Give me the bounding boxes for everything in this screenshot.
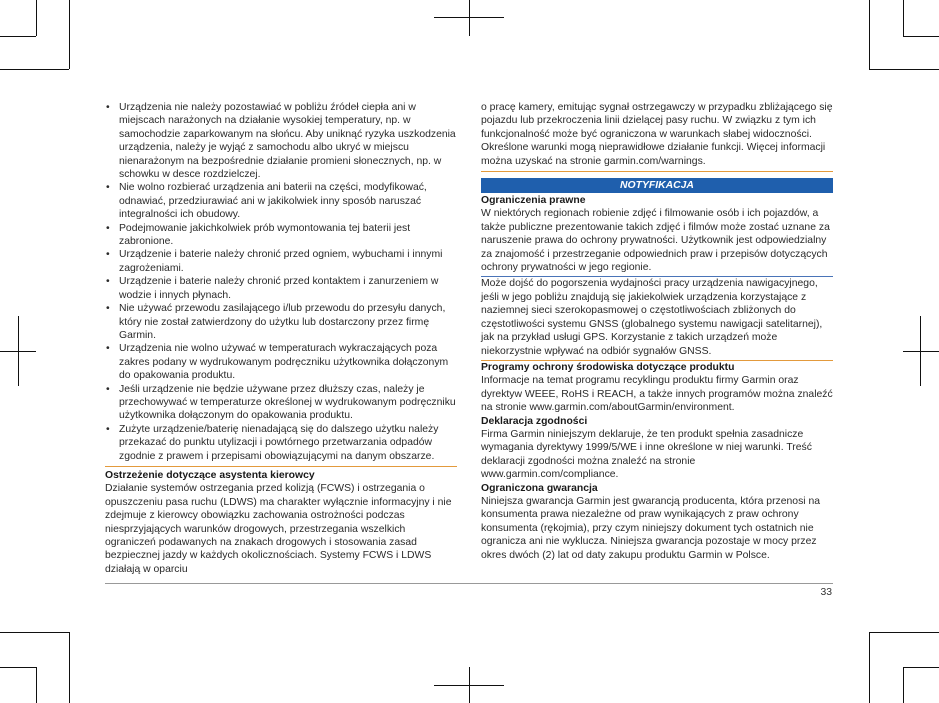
crop-mark	[0, 69, 69, 70]
crop-mark	[69, 632, 70, 703]
section-text: Może dojść do pogorszenia wydajności pracy urządzenia nawigacyjnego, jeśli w jego pobliżu znajdują się jakiekolwiek urządzenia korzystające z naziemnej sieci szerokopasmowej o częstotliwościach zbliżonych do częstotliwości systemu GNSS (globalnego systemu nawigacji satelitarnej), jak na przykład usługi GPS. Korzystanie z takich urządzeń może niekorzystnie wpływać na odbiór sygnałów GNSS.	[481, 278, 823, 357]
left-column	[105, 101, 457, 576]
crop-mark	[869, 632, 939, 633]
section-divider	[105, 466, 457, 467]
section-heading: Deklaracja zgodności	[481, 415, 588, 427]
crop-mark	[36, 0, 37, 36]
crop-mark	[903, 667, 904, 703]
page-number: 33	[820, 587, 832, 598]
section-text: Niniejsza gwarancja Garmin jest gwarancją producenta, która przenosi na konsumenta prawa niezależne od praw wynikających z praw ochrony konsumenta (rękojmia), przy czym niniejszy dokument tych ostatnich nie ogranicza ani nie wyklucza. Niniejsza gwarancja pozostaje w mocy przez okres dwóch (2) lat od daty zakupu produktu Garmin w Polsce.	[481, 495, 821, 561]
notice-banner: NOTYFIKACJA	[481, 178, 833, 193]
crop-mark	[903, 351, 939, 352]
crop-mark	[0, 36, 36, 37]
list-item: • Nie wolno rozbierać urządzenia ani baterii na części, modyfikować, odnawiać, przedziurawiać ani w jakikolwiek inny sposób naruszać integralności ich obudowy.	[105, 181, 457, 221]
section-text: W niektórych regionach robienie zdjęć i filmowanie osób i ich pojazdów, a także publiczne prezentowanie takich zdjęć i filmów może zostać uznane za naruszenie prawa do ochrony prywatności. Użytkownik jest odpowiedzialny za znajomość i przestrzeganie odpowiednich praw i przepisów dotyczących ochrony prywatności w jego regionie.	[481, 208, 830, 274]
section-heading: Ostrzeżenie dotyczące asystenta kierowcy	[105, 469, 315, 481]
section-divider	[481, 171, 833, 172]
crop-mark	[903, 667, 939, 668]
section-heading: Ograniczona gwarancja	[481, 482, 598, 494]
footer-divider	[105, 583, 833, 584]
list-item: • Urządzenie i baterie należy chronić przed kontaktem i zanurzeniem w wodzie i innych płynach.	[105, 275, 457, 302]
crop-mark	[36, 667, 37, 703]
section-text: o pracę kamery, emitując sygnał ostrzegawczy w przypadku zbliżającego się pojazdu lub przekroczenia linii dzielącej pasy ruchu. W związku z tym ich funkcjonalność może być ograniczona w warunkach słabej widoczności. Określone warunki mogą nieprawidłowe działanie funkcji. Więcej informacji można uzyskać na stronie garmin.com/warnings.	[481, 102, 833, 167]
crop-mark	[434, 685, 504, 686]
crop-mark	[469, 0, 470, 36]
crop-mark	[920, 316, 921, 386]
section-text: Działanie systemów ostrzegania przed kolizją (FCWS) i ostrzegania o opuszczeniu pasa ruchu (LDWS) ma charakter wyłącznie informacyjny i nie zdejmuje z kierowcy obowiązku zachowania ostrożności podczas niesprzyjających warunków drogowych, przestrzegania wszelkich ograniczeń podawanych na znakach drogowych i stosowania zasad bezpiecznej jazdy w każdych okolicznościach. Systemy FCWS i LDWS działają w oparciu	[105, 483, 452, 575]
crop-mark	[869, 69, 939, 70]
right-column	[481, 101, 833, 562]
crop-mark	[18, 316, 19, 386]
crop-mark	[0, 632, 69, 633]
list-item: • Podejmowanie jakichkolwiek prób wymontowania tej baterii jest zabronione.	[105, 222, 457, 249]
section-heading: Ograniczenia prawne	[481, 195, 586, 207]
list-item: • Urządzenie i baterie należy chronić przed ogniem, wybuchami i innymi zagrożeniami.	[105, 248, 457, 275]
crop-mark	[903, 36, 939, 37]
section-text: Informacje na temat programu recyklingu produktu firmy Garmin oraz dyrektyw WEEE, RoHS i REACH, a także innych programów można znaleźć na stronie www.garmin.com/aboutGarmin/environment.	[481, 375, 833, 414]
crop-mark	[869, 0, 870, 69]
list-item: • Jeśli urządzenie nie będzie używane przez dłuższy czas, należy je przechowywać w temperaturze określonej w wydrukowanym podręczniku użytkownika dołączonym do opakowania produktu.	[105, 383, 457, 423]
section-heading: Programy ochrony środowiska dotyczące produktu	[481, 361, 735, 373]
list-item: • Nie używać przewodu zasilającego i/lub przewodu do przesyłu danych, który nie został zatwierdzony do użytku lub dostarczony przez firmę Garmin.	[105, 302, 457, 342]
crop-mark	[434, 17, 504, 18]
crop-mark	[903, 0, 904, 36]
crop-mark	[869, 632, 870, 703]
list-item: • Urządzenia nie należy pozostawiać w pobliżu źródeł ciepła ani w miejscach narażonych na działanie wysokiej temperatury, np. w samochodzie zaparkowanym na słońcu. Aby uniknąć ryzyka uszkodzenia urządzenia, należy je wyjąć z samochodu albo ukryć w miejscu nienarażonym na bezpośrednie działanie promieni słonecznych, np. w schowku w desce rozdzielczej.	[105, 101, 457, 181]
crop-mark	[0, 667, 36, 668]
section-text: Firma Garmin niniejszym deklaruje, że ten produkt spełnia zasadnicze wymagania dyrektywy 1999/5/WE i inne określone w niej warunki. Treść deklaracji zgodności można znaleźć na stronie www.garmin.com/compliance.	[481, 428, 812, 481]
crop-mark	[69, 0, 70, 69]
battery-warnings-list	[105, 101, 457, 463]
list-item: • Urządzenia nie wolno używać w temperaturach wykraczających poza zakres podany w wydrukowanym podręczniku użytkownika dołączonym do opakowania produktu.	[105, 342, 457, 382]
list-item: • Zużyte urządzenie/baterię nienadającą się do dalszego użytku należy przekazać do punktu utylizacji i powtórnego przetwarzania odpadów zgodnie z prawem i przepisami obowiązującymi na danym obszarze.	[105, 423, 457, 463]
